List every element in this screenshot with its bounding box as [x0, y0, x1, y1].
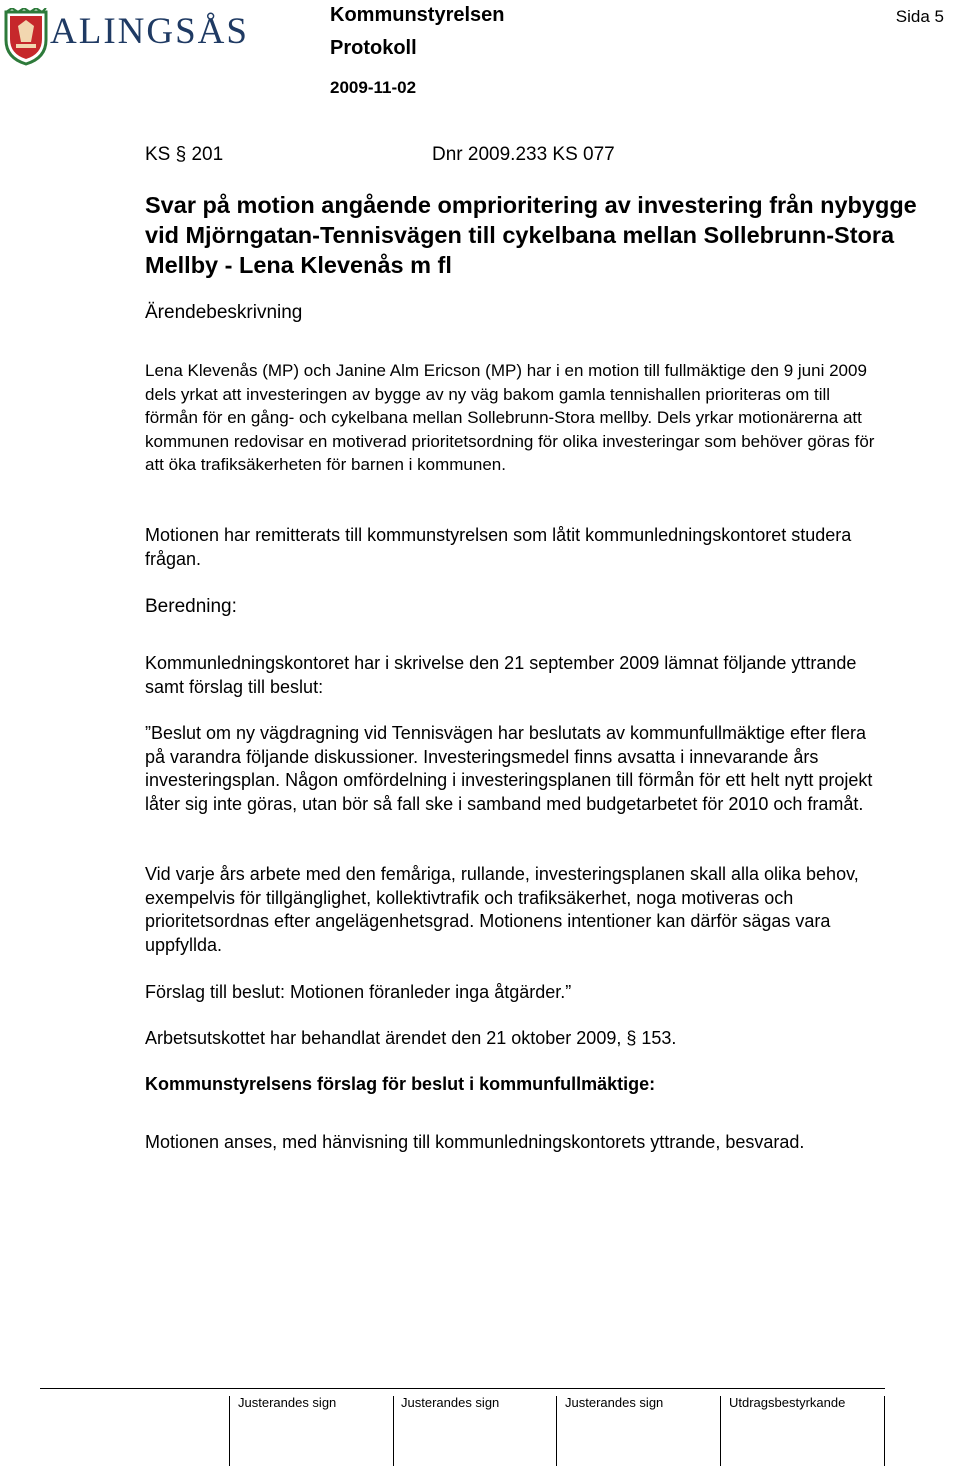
- paragraph-description: Lena Klevenås (MP) och Janine Alm Ericson (MP) har i en motion till fullmäktige den 9 juni 2009 dels yrkat att investeringen av bygge av ny väg bakom gamla tennishallen prioriteras om till förmån för en gång- och cykelbana mellan Sollebrunn-Stora mellby. Dels yrkar motionärerna att kommunen redovisar en motiverad prioritetsordning för olika investeringar som behöver göras för att öka trafiksäkerheten för barnen i kommunen.: [145, 361, 875, 474]
- paragraph-decision: Motionen anses, med hänvisning till kommunledningskontorets yttrande, besvarad.: [145, 1132, 805, 1152]
- footer-separator: [393, 1396, 394, 1466]
- paragraph-referral: Motionen har remitterats till kommunstyrelsen som låtit kommunledningskontoret studera frågan.: [145, 525, 852, 569]
- page-number: Sida 5: [895, 7, 944, 26]
- diary-number: Dnr 2009.233 KS 077: [432, 144, 615, 165]
- document-type: Protokoll: [330, 37, 417, 59]
- section-heading-ks-proposal: Kommunstyrelsens förslag för beslut i kommunfullmäktige:: [145, 1074, 656, 1094]
- signature-field-2: Justerandes sign: [401, 1395, 500, 1410]
- case-number: KS § 201: [145, 144, 224, 165]
- section-heading-preparation: Beredning:: [145, 596, 237, 617]
- paragraph-quote-2: Vid varje års arbete med den femåriga, rullande, investeringsplanen skall alla olika behov, exempelvis för tillgänglighet, kollektivtrafik och trafiksäkerhet, noga motiveras och prioritetsordnas efter angelägenhetsgrad. Motionens intentioner kan därför sägas vara uppfyllda.: [145, 864, 859, 955]
- organisation-name: Kommunstyrelsen: [330, 4, 505, 26]
- coat-of-arms-icon: [4, 8, 48, 66]
- paragraph-preparation: Kommunledningskontoret har i skrivelse den 21 september 2009 lämnat följande yttrande samt förslag till beslut:: [145, 653, 857, 697]
- signature-field-3: Justerandes sign: [565, 1395, 664, 1410]
- extract-certification-field: Utdragsbestyrkande: [729, 1395, 846, 1410]
- footer-separator: [229, 1396, 230, 1466]
- paragraph-quote-1: ”Beslut om ny vägdragning vid Tennisvägen har beslutats av kommunfullmäktige efter flera på varandra följande diskussioner. Investeringsmedel finns avsatta i innevarande års investeringsplan. Någon omfördelning i investeringsplanen till förmån för ett helt nytt projekt låter sig inte göras, utan bör så fall ske i samband med budgetarbetet för 2010 och framåt.: [145, 723, 873, 814]
- signature-field-1: Justerandes sign: [238, 1395, 337, 1410]
- footer-divider: [40, 1388, 885, 1389]
- municipality-logo: [0, 6, 255, 68]
- meeting-date: 2009-11-02: [330, 78, 417, 97]
- footer-separator: [720, 1396, 721, 1466]
- paragraph-committee: Arbetsutskottet har behandlat ärendet den 21 oktober 2009, § 153.: [145, 1028, 677, 1048]
- paragraph-proposal: Förslag till beslut: Motionen föranleder inga åtgärder.”: [145, 982, 572, 1002]
- logo-wordmark: ALINGSÅS: [50, 11, 249, 52]
- page-title: Svar på motion angående omprioritering av investering från nybygge vid Mjörngatan-Tennisvägen till cykelbana mellan Sollebrunn-Stora Mellby - Lena Klevenås m fl: [145, 192, 917, 278]
- footer-separator: [884, 1396, 885, 1466]
- section-heading-description: Ärendebeskrivning: [145, 302, 303, 323]
- footer-separator: [556, 1396, 557, 1466]
